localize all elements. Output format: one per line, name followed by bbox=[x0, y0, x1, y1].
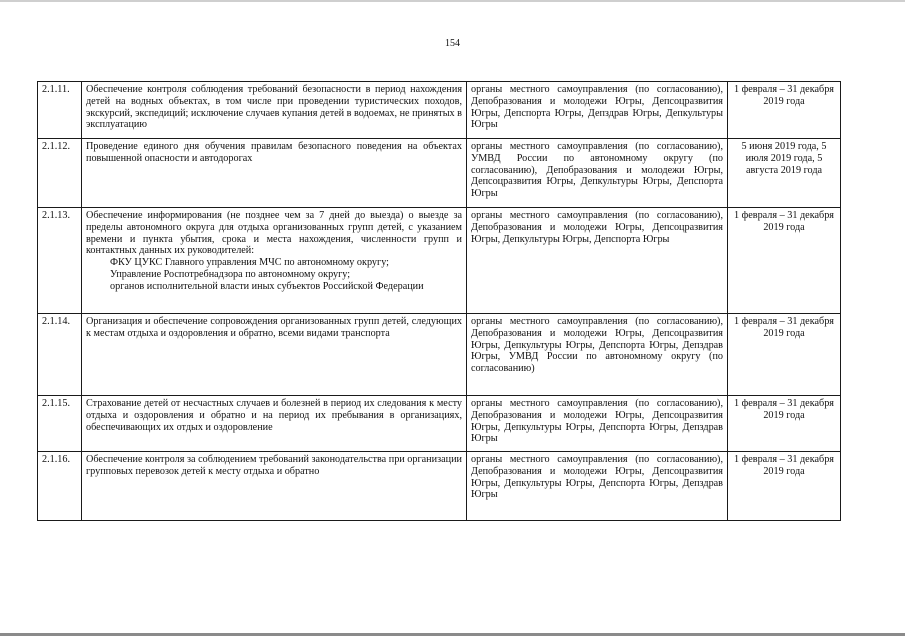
deadline-cell: 1 февраля – 31 декабря 2019 года bbox=[728, 396, 841, 452]
deadline-cell: 1 февраля – 31 декабря 2019 года bbox=[728, 208, 841, 314]
recipient-item: органов исполнительной власти иных субъектов Российской Федерации bbox=[110, 280, 424, 292]
responsible-cell: органы местного самоуправления (по согласованию), Депобразования и молодежи Югры, Депсоцразвития Югры, Депспорта Югры, Депздрав Югры, Депкультуры Югры bbox=[467, 82, 728, 139]
scan-edge-bottom bbox=[0, 633, 905, 636]
scan-edge-top bbox=[0, 0, 905, 2]
recipient-item: Управление Роспотребнадзора по автономному округу; bbox=[110, 268, 351, 280]
deadline-cell: 1 февраля – 31 декабря 2019 года bbox=[728, 452, 841, 521]
responsible-cell: органы местного самоуправления (по согласованию), УМВД России по автономному округу (по согласованию), Депобразования и молодежи Югры, Депсоцразвития Югры, Депкультуры Югры, Депспорта Югры bbox=[467, 139, 728, 208]
table-row bbox=[38, 208, 841, 314]
responsible-cell: органы местного самоуправления (по согласованию), Депобразования и молодежи Югры, Депсоцразвития Югры, Депкультуры Югры, Депспорта Югры, Депздрав Югры bbox=[467, 452, 728, 521]
action-cell: Обеспечение контроля за соблюдением требований законодательства при организации групповых перевозок детей к месту отдыха и обратно bbox=[82, 452, 467, 521]
table-row bbox=[38, 452, 841, 521]
row-number: 2.1.12. bbox=[38, 139, 82, 208]
action-cell: Проведение единого дня обучения правилам безопасного поведения на объектах повышенной опасности и автодорогах bbox=[82, 139, 467, 208]
deadline-cell: 1 февраля – 31 декабря 2019 года bbox=[728, 82, 841, 139]
action-cell: Страхование детей от несчастных случаев и болезней в период их следования к месту отдыха и оздоровления и обратно и на период их пребывания в организациях, обеспечивающих их отдых и оздоровление bbox=[82, 396, 467, 452]
action-text: Обеспечение информирования (не позднее чем за 7 дней до выезда) о выезде за пределы автономного округа для отдыха организованных групп детей, с указанием времени и пункта убытия, срока и места нахождения, численности групп и контактных данных их руководителей: bbox=[86, 210, 462, 257]
table-row bbox=[38, 139, 841, 208]
row-number: 2.1.13. bbox=[38, 208, 82, 314]
responsible-cell: органы местного самоуправления (по согласованию), Депобразования и молодежи Югры, Депсоцразвития Югры, Депкультуры Югры, Депспорта Югры bbox=[467, 208, 728, 314]
table-row bbox=[38, 82, 841, 139]
responsible-cell: органы местного самоуправления (по согласованию), Депобразования и молодежи Югры, Депсоцразвития Югры, Депкультуры Югры, Депспорта Югры, Депздрав Югры, УМВД России по автономному округу (по согласованию) bbox=[467, 314, 728, 396]
row-number: 2.1.16. bbox=[38, 452, 82, 521]
measures-table bbox=[37, 81, 841, 521]
responsible-cell: органы местного самоуправления (по согласованию), Депобразования и молодежи Югры, Депсоцразвития Югры, Депкультуры Югры, Депспорта Югры, Депздрав Югры bbox=[467, 396, 728, 452]
table-row bbox=[38, 314, 841, 396]
row-number: 2.1.14. bbox=[38, 314, 82, 396]
action-cell: Обеспечение контроля соблюдения требований безопасности в период нахождения детей на водных объектах, в том числе при проведении туристических походов, экскурсий, экспедиций; исключение случаев купания детей в водоемах, не принятых в эксплуатацию bbox=[82, 82, 467, 139]
row-number: 2.1.15. bbox=[38, 396, 82, 452]
table-row bbox=[38, 396, 841, 452]
row-number: 2.1.11. bbox=[38, 82, 82, 139]
page-number: 154 bbox=[445, 38, 460, 49]
recipient-item: ФКУ ЦУКС Главного управления МЧС по автономному округу; bbox=[110, 257, 389, 269]
action-cell bbox=[82, 208, 467, 314]
deadline-cell: 5 июня 2019 года, 5 июля 2019 года, 5 августа 2019 года bbox=[728, 139, 841, 208]
deadline-cell: 1 февраля – 31 декабря 2019 года bbox=[728, 314, 841, 396]
action-cell: Организация и обеспечение сопровождения организованных групп детей, следующих к местам отдыха и оздоровления и обратно, всеми видами транспорта bbox=[82, 314, 467, 396]
